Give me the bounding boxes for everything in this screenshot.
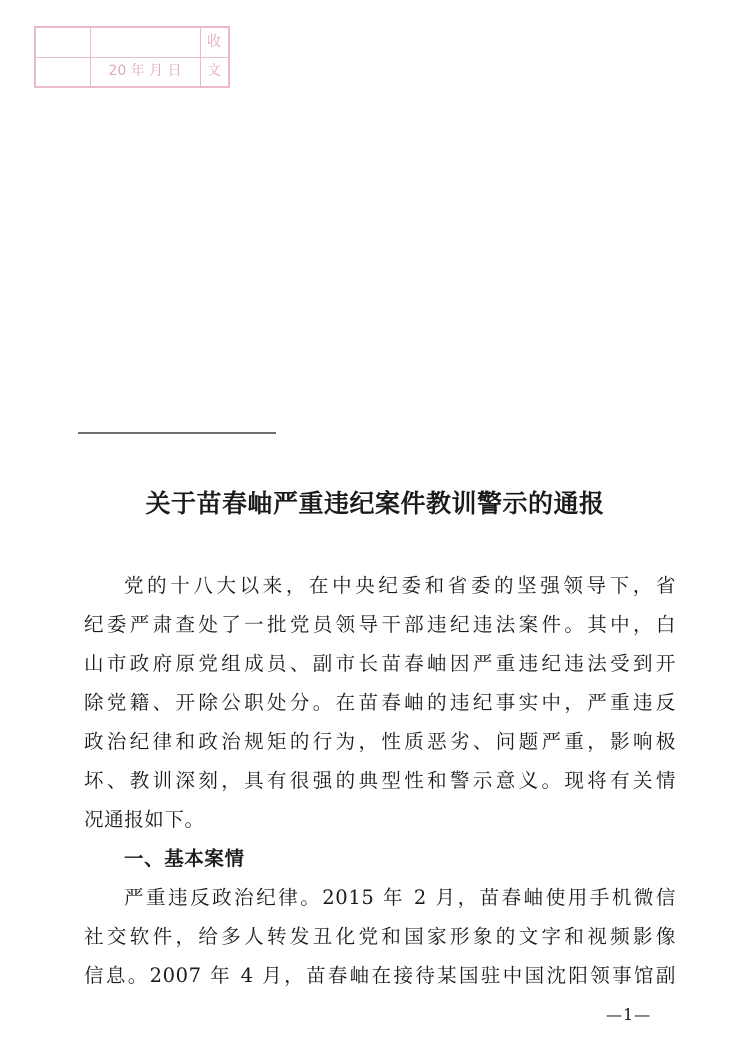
receipt-stamp: [34, 26, 230, 88]
stamp-cell: [90, 28, 201, 57]
paragraph-line: 信息。2007 年 4 月，苗春岫在接待某国驻中国沈阳领事馆副: [84, 964, 676, 987]
document-body: [84, 566, 676, 995]
paragraph-line: 山市政府原党组成员、副市长苗春岫因严重违纪违法受到开: [84, 652, 676, 675]
stamp-cell: [36, 28, 91, 57]
paragraph-line: 坏、教训深刻，具有很强的典型性和警示意义。现将有关情: [84, 769, 676, 792]
header-divider: [78, 432, 276, 434]
paragraph-line: 除党籍、开除公职处分。在苗春岫的违纪事实中，严重违反: [84, 691, 676, 714]
paragraph-line: 政治纪律和政治规矩的行为，性质恶劣、问题严重，影响极: [84, 730, 676, 753]
stamp-row: [36, 57, 228, 86]
stamp-date: 20 年 月 日: [90, 57, 201, 86]
stamp-row: [36, 28, 228, 58]
document-title: 关于苗春岫严重违纪案件教训警示的通报: [145, 489, 605, 518]
paragraph-line: 党的十八大以来，在中央纪委和省委的坚强领导下，省: [124, 574, 676, 597]
paragraph-line: 纪委严肃查处了一批党员领导干部违纪违法案件。其中，白: [84, 613, 676, 636]
paragraph-line: 社交软件，给多人转发丑化党和国家形象的文字和视频影像: [84, 925, 676, 948]
stamp-cell: [36, 57, 91, 86]
stamp-cell: 文: [207, 63, 221, 79]
stamp-cell: 收: [207, 34, 221, 50]
section-heading: 一、基本案情: [124, 847, 245, 870]
page-number: —1—: [606, 1005, 652, 1024]
paragraph-line: 严重违反政治纪律。2015 年 2 月，苗春岫使用手机微信: [124, 886, 676, 909]
paragraph-line: 况通报如下。: [84, 808, 205, 831]
